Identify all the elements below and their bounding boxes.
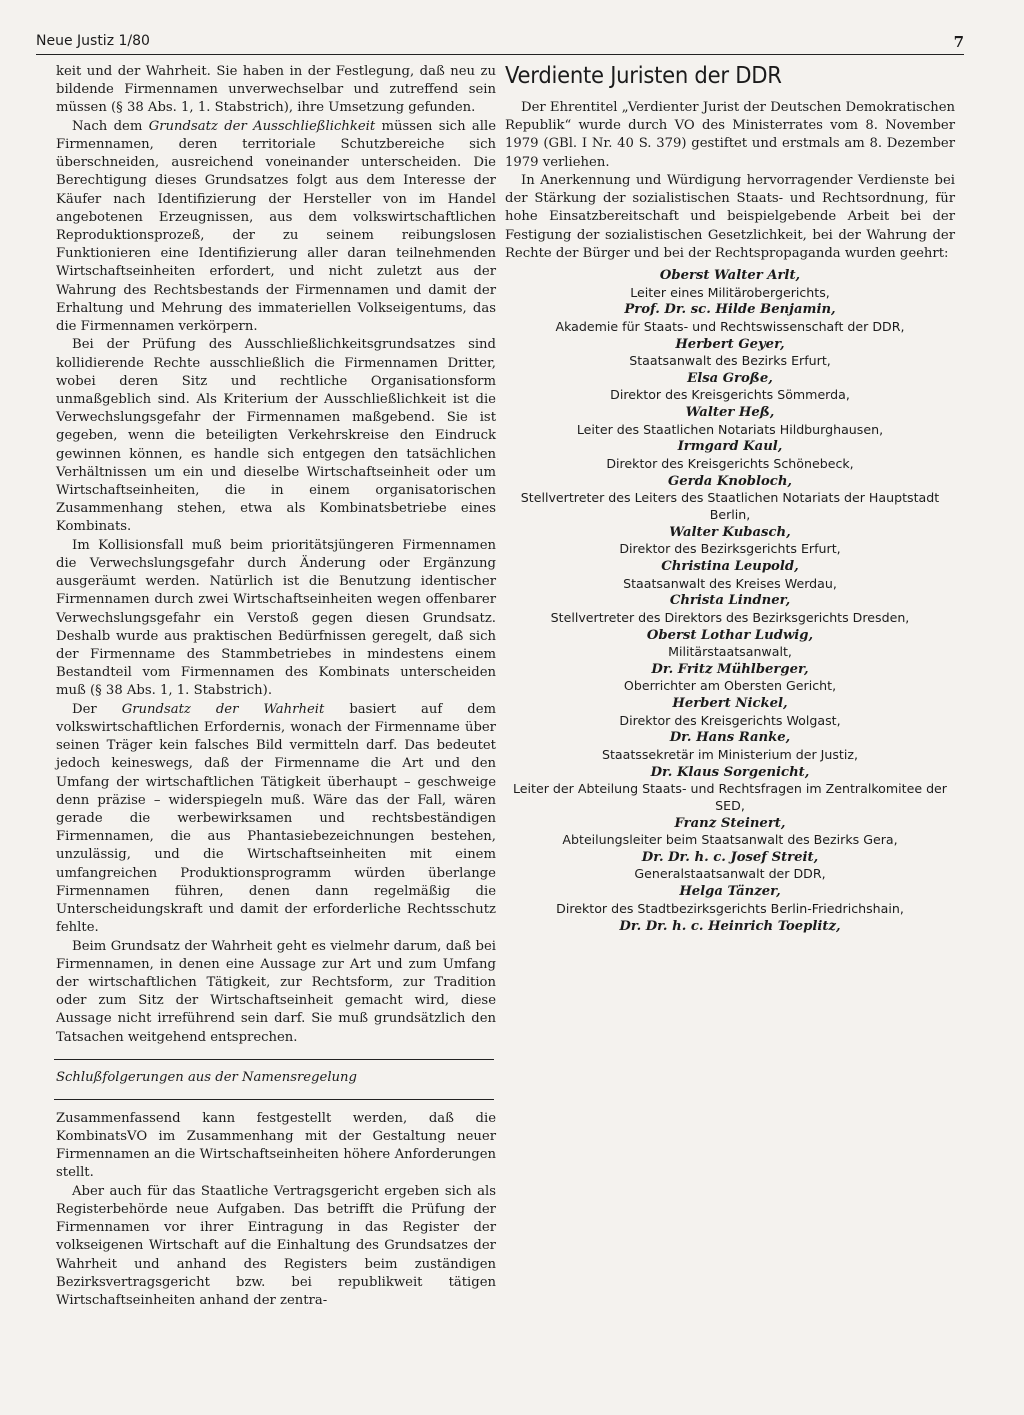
paragraph: Zusammenfassend kann festgestellt werden, daß die KombinatsVO im Zusammenhang mit der Gestaltung neuer Firmennamen an die Wirtschaftseinheiten höhere Anforderungen stellt.: [56, 1110, 496, 1181]
honoree-role: Leiter des Staatlichen Notariats Hildburghausen,: [576, 421, 884, 437]
honoree-name: Christa Lindner,: [669, 593, 791, 609]
honoree-name: Dr. Klaus Sorgenicht,: [650, 764, 810, 780]
paragraph: In Anerkennung und Würdigung hervorragender Verdienste bei der Stärkung der sozialistischen Staats- und Rechtsordnung, für hohe Einsatzbereitschaft und beispielgebende Arbeit bei der Festigung der sozialistischen Gesetzlichkeit, bei der Wahrung der Rechte der Bürger und bei der Rechtspropaganda wurden geehrt:: [505, 172, 955, 261]
honoree-entry: [505, 370, 955, 404]
honoree-role: Stellvertreter des Leiters des Staatlichen Notariats der Hauptstadt Berlin,: [520, 490, 940, 522]
honoree-role: Leiter der Abteilung Staats- und Rechtsfragen im Zentralkomitee der SED,: [513, 781, 947, 813]
honoree-name: Herbert Geyer,: [675, 336, 785, 352]
honoree-name: Irmgard Kaul,: [677, 439, 783, 455]
right-column: [505, 63, 955, 935]
honoree-name: Christina Leupold,: [661, 558, 799, 574]
emphasis: Grundsatz der Ausschließlichkeit: [148, 118, 376, 134]
honoree-name: Herbert Nickel,: [672, 696, 788, 712]
honoree-entry: [505, 883, 955, 917]
honoree-role: Militärstaatsanwalt,: [668, 644, 792, 660]
honoree-entry: [505, 267, 955, 301]
text-run: Der: [72, 701, 97, 717]
text-run: basiert auf dem volkswirtschaftlichen Erfordernis, wonach der Firmenname über seinen Träger kein falsches Bild vermitteln darf. Das bedeutet jedoch keineswegs, daß der Firmenname die Art und den Umfang der wirtschaftlichen Tätigkeit überhaupt – geschweige denn präzise – widerspiegeln muß. Wäre das der Fall, wären gerade die werbewirksamen und rechtsbeständigen Firmennamen, die aus Phantasiebezeichnungen bestehen, unzulässig, und die Wirtschaftseinheiten mit einem umfangreichen Produktionsprogramm würden überlange Firmennamen führen, denen dann regelmäßig die Unterscheidungskraft und damit der erforderliche Rechtsschutz fehlte.: [56, 701, 497, 936]
honoree-role: Direktor des Kreisgerichts Wolgast,: [619, 712, 841, 728]
honoree-entry: [505, 336, 955, 370]
honoree-role: Leiter eines Militärobergerichts,: [630, 284, 830, 300]
honoree-role: Abteilungsleiter beim Staatsanwalt des Bezirks Gera,: [562, 832, 898, 848]
honoree-name: Elsa Große,: [687, 370, 773, 386]
paragraph: Aber auch für das Staatliche Vertragsgericht ergeben sich als Registerbehörde neue Aufgaben. Das betrifft die Prüfung der Firmennamen vor ihrer Eintragung in das Register der volkseigenen Wirtschaft auf die Einhaltung des Grundsatzes der Wahrheit und anhand des Registers beim zuständigen Bezirksvertragsgericht bzw. bei republikweit tätigen Wirtschaftseinheiten anhand der zentra-: [56, 1183, 496, 1308]
section-rule: [54, 1099, 494, 1100]
paragraph: [56, 118, 496, 337]
honoree-name: Walter Heß,: [685, 405, 775, 421]
honoree-entry: [505, 729, 955, 763]
honoree-entry: [505, 592, 955, 626]
honoree-entry: [505, 404, 955, 438]
paragraph: [56, 701, 496, 938]
honoree-name: Dr. Hans Ranke,: [669, 730, 791, 746]
emphasis: Grundsatz der Wahrheit: [121, 701, 325, 717]
honoree-role: Stellvertreter des Direktors des Bezirksgerichts Dresden,: [550, 609, 910, 625]
honoree-name: Walter Kubasch,: [669, 524, 791, 540]
honoree-name: Oberst Lothar Ludwig,: [646, 627, 814, 643]
honoree-entry: [505, 815, 955, 849]
honoree-role: Direktor des Kreisgerichts Schönebeck,: [606, 455, 854, 471]
section-heading: Schlußfolgerungen aus der Namensregelung: [56, 1069, 357, 1085]
honoree-entry: [505, 627, 955, 661]
honoree-role: Akademie für Staats- und Rechtswissenschaft der DDR,: [555, 318, 905, 334]
paragraph: Bei der Prüfung des Ausschließlichkeitsgrundsatzes sind kollidierende Rechte ausschließlich die Firmennamen Dritter, wobei deren Sitz und rechtliche Organisationsform unmaßgeblich sind. Als Kriterium der Ausschließlichkeit ist die Verwechslungsgefahr der Firmennamen maßgebend. Sie ist gegeben, wenn die beteiligten Verkehrskreise den Eindruck gewinnen können, es handle sich entgegen den tatsächlichen Verhältnissen um ein und dieselbe Wirtschaftseinheit oder um Wirtschaftseinheiten, die in einem organisatorischen Zusammenhang stehen, etwa als Kombinatsbetriebe eines Kombinats.: [56, 337, 496, 535]
honoree-entry: [505, 695, 955, 729]
paragraph: Der Ehrentitel „Verdienter Jurist der Deutschen Demokratischen Republik“ wurde durch VO des Ministerrates vom 8. November 1979 (GBl. I Nr. 40 S. 379) gestiftet und erstmals am 8. Dezember 1979 verliehen.: [505, 100, 955, 170]
honoree-name: Dr. Dr. h. c. Josef Streit,: [641, 849, 819, 865]
paragraph: keit und der Wahrheit. Sie haben in der Festlegung, daß neu zu bildende Firmennamen unverwechselbar und zutreffend sein müssen (§ 38 Abs. 1, 1. Stabstrich), ihre Umsetzung gefunden.: [56, 64, 496, 116]
honoree-name: Oberst Walter Arlt,: [659, 267, 801, 283]
header-rule: [36, 54, 964, 55]
journal-running-head: Neue Justiz 1/80: [36, 33, 150, 49]
section-rule: [54, 1059, 494, 1060]
honoree-name: Dr. Dr. h. c. Heinrich Toeplitz,: [619, 918, 841, 934]
honoree-role: Staatsanwalt des Kreises Werdau,: [623, 575, 837, 591]
article-title: Verdiente Juristen der DDR: [505, 63, 782, 89]
honoree-name: Prof. Dr. sc. Hilde Benjamin,: [624, 302, 836, 318]
honoree-role: Direktor des Kreisgerichts Sömmerda,: [610, 387, 850, 403]
text-run: müssen sich alle Firmennamen, deren territoriale Schutzbereiche sich überschneiden, ausreichend voneinander unterscheiden. Die Berechtigung dieses Grundsatzes folgt aus dem Interesse der Käufer nach Identifizierung der Hersteller von im Handel angebotenen Erzeugnissen, aus dem volkswirtschaftlichen Reproduktionsprozeß, der zu seinem reibungslosen Funktionieren eine Identifizierung aller daran teilnehmenden Wirtschaftseinheiten erfordert, und nicht zuletzt aus der Wahrung des Rechtsbestands der Firmennamen und damit der Erhaltung und Mehrung des immateriellen Volkseigentums, das die Firmennamen verkörpern.: [56, 118, 496, 335]
honoree-role: Oberrichter am Obersten Gericht,: [623, 678, 837, 694]
paragraph: Im Kollisionsfall muß beim prioritätsjüngeren Firmennamen die Verwechslungsgefahr durch Änderung oder Ergänzung ausgeräumt werden. Natürlich ist die Benutzung identischer Firmennamen durch zwei Wirtschaftseinheiten wegen offenbarer Verwechslungsgefahr ein Verstoß gegen diesen Grundsatz. Deshalb wurde aus praktischen Bedürfnissen geregelt, daß sich der Firmenname des Stammbetriebes in mindestens einem Bestandteil vom Firmennamen des Kombinats unterscheiden muß (§ 38 Abs. 1, 1. Stabstrich).: [56, 537, 496, 699]
honoree-entry: [505, 473, 955, 524]
honoree-role: Direktor des Bezirksgerichts Erfurt,: [619, 541, 841, 557]
honoree-entry: [505, 849, 955, 883]
honoree-entry: [505, 764, 955, 815]
honoree-entry: [505, 661, 955, 695]
honoree-role: Generalstaatsanwalt der DDR,: [634, 866, 826, 882]
honoree-role: Staatssekretär im Ministerium der Justiz,: [602, 746, 858, 762]
honoree-list: [505, 267, 955, 935]
honoree-name: Dr. Fritz Mühlberger,: [651, 661, 809, 677]
honoree-entry: [505, 438, 955, 472]
honoree-entry: [505, 301, 955, 335]
honoree-role: Direktor des Stadtbezirksgerichts Berlin-Friedrichshain,: [556, 900, 904, 916]
text-run: Nach dem: [72, 118, 143, 134]
honoree-name: Helga Tänzer,: [679, 884, 781, 900]
running-header: [36, 33, 964, 53]
honoree-entry: [505, 558, 955, 592]
left-column: [56, 63, 496, 1310]
paragraph: Beim Grundsatz der Wahrheit geht es vielmehr darum, daß bei Firmennamen, in denen eine Aussage zur Art und zum Umfang der wirtschaftlichen Tätigkeit, zur Rechtsform, zur Tradition oder zum Sitz der Wirtschaftseinheit gemacht wird, diese Aussage nicht irreführend sein darf. Sie muß grundsätzlich den Tatsachen weitgehend entsprechen.: [56, 938, 496, 1045]
honoree-entry: [505, 918, 955, 936]
page-number: 7: [953, 33, 964, 51]
honoree-role: Staatsanwalt des Bezirks Erfurt,: [629, 353, 831, 369]
honoree-name: Gerda Knobloch,: [667, 473, 793, 489]
honoree-entry: [505, 524, 955, 558]
honoree-name: Franz Steinert,: [674, 815, 786, 831]
